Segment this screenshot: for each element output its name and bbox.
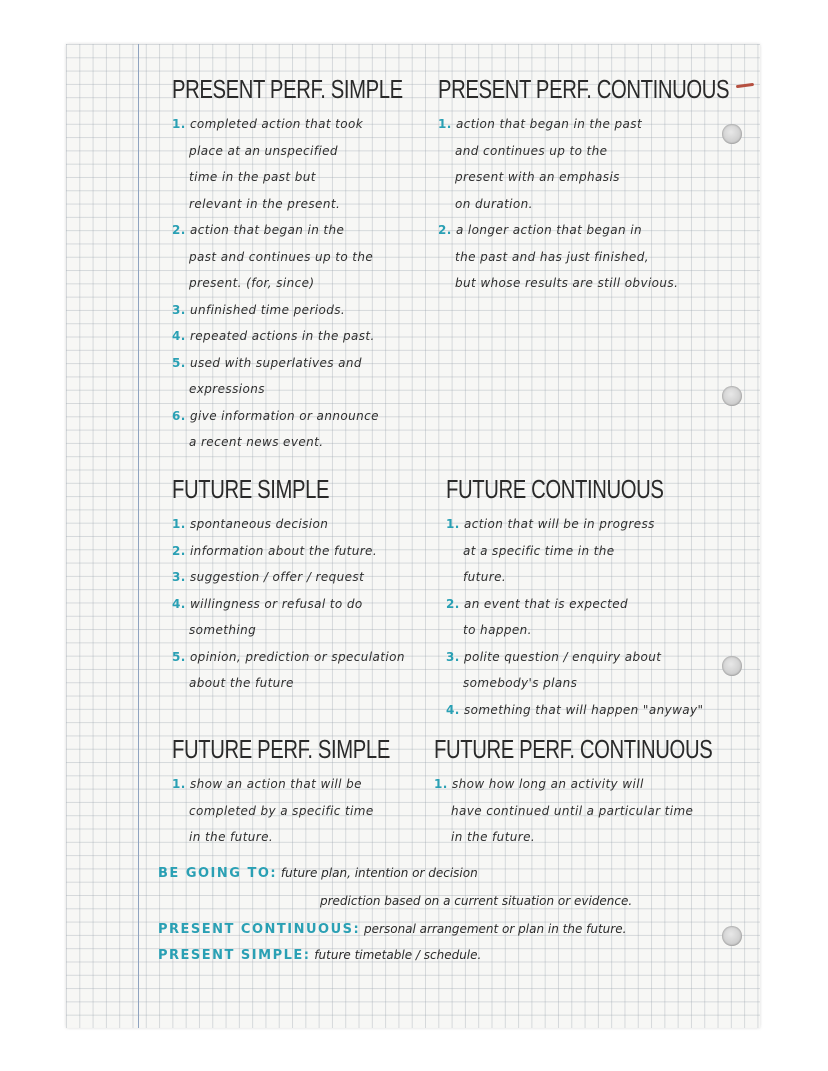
item-number: 3. [446, 649, 460, 664]
item-text: present with an emphasis [455, 170, 620, 184]
item-text: the past and has just finished, [455, 249, 649, 264]
be-going-to-row [158, 860, 478, 888]
item-text: action that began in the past [455, 117, 643, 131]
item-text: an event that is expected [463, 596, 629, 611]
item-number: 3. [172, 570, 186, 584]
item-text: on duration. [455, 196, 533, 211]
be-going-to-text-2: prediction based on a current situation or evidence. [320, 894, 633, 908]
item-number: 1. [172, 117, 186, 131]
item-text: past and continues up to the [189, 249, 374, 264]
list-item-line [172, 191, 468, 218]
item-text: suggestion / offer / request [189, 570, 365, 584]
list-item-line [172, 111, 468, 138]
list-item-line [438, 191, 760, 218]
be-going-to-text: future plan, intention or decision [280, 866, 478, 880]
list-item-line [172, 798, 451, 825]
item-text: place at an unspecified [189, 143, 338, 158]
item-text: future. [463, 570, 507, 584]
section-title: FUTURE SIMPLE [172, 474, 330, 504]
item-number: 1. [434, 777, 448, 791]
present-continuous-row [158, 916, 626, 944]
item-text: in the future. [189, 830, 274, 844]
item-number: 2. [172, 223, 186, 237]
item-list [434, 771, 760, 851]
list-item-line [438, 138, 760, 165]
item-text: time in the past but [189, 170, 316, 184]
item-text: show how long an activity will [451, 777, 644, 791]
present-simple-text: future timetable / schedule. [314, 948, 482, 962]
punch-hole [722, 656, 742, 676]
list-item-line [172, 376, 468, 403]
item-list [172, 511, 405, 697]
item-text: polite question / enquiry about [463, 649, 662, 664]
section-future-continuous [446, 474, 725, 723]
list-item-line [438, 244, 760, 271]
list-item-line [172, 591, 405, 618]
section-present-perf-simple [172, 74, 468, 456]
list-item-line [446, 538, 725, 565]
item-text: action that will be in progress [463, 517, 655, 531]
section-title: PRESENT PERF. SIMPLE [172, 74, 403, 104]
list-item-line [438, 111, 760, 138]
present-continuous-text: personal arrangement or plan in the future. [364, 922, 627, 936]
list-item-line [446, 644, 725, 671]
list-item-line [172, 403, 468, 430]
item-text: something that will happen "anyway" [463, 702, 704, 717]
item-text: completed action that took [189, 117, 364, 131]
punch-hole [722, 386, 742, 406]
list-item-line [438, 270, 760, 297]
present-simple-label: PRESENT SIMPLE: [158, 948, 311, 963]
item-text: and continues up to the [455, 143, 608, 158]
item-list [172, 771, 451, 851]
section-title: FUTURE PERF. SIMPLE [172, 734, 390, 764]
section-title: FUTURE CONTINUOUS [446, 474, 664, 504]
list-item-line [172, 429, 468, 456]
list-item-line [172, 138, 468, 165]
item-text: action that began in the [189, 223, 345, 237]
item-number: 5. [172, 649, 186, 664]
item-text: to happen. [463, 623, 532, 637]
be-going-to-label: BE GOING TO: [158, 866, 278, 881]
section-future-perf-simple [172, 734, 451, 851]
item-number: 1. [172, 517, 186, 531]
item-text: but whose results are still obvious. [455, 276, 679, 290]
item-text: a recent news event. [189, 435, 324, 449]
be-going-to-row-2 [320, 888, 632, 915]
item-text: spontaneous decision [189, 517, 329, 531]
list-item-line [446, 564, 725, 591]
item-number: 1. [438, 117, 452, 131]
section-title: PRESENT PERF. CONTINUOUS [438, 74, 730, 104]
item-number: 4. [172, 329, 186, 343]
list-item-line [172, 350, 468, 377]
item-number: 1. [172, 777, 186, 791]
list-item-line [172, 297, 468, 324]
list-item-line [172, 511, 405, 538]
item-number: 1. [446, 517, 460, 531]
list-item-line [438, 217, 760, 244]
list-item-line [172, 771, 451, 798]
item-list [438, 111, 760, 297]
item-number: 5. [172, 355, 186, 370]
list-item-line [172, 270, 468, 297]
list-item-line [172, 164, 468, 191]
item-number: 6. [172, 408, 186, 423]
section-present-perf-continuous [438, 74, 760, 297]
list-item-line [434, 798, 760, 825]
list-item-line [434, 824, 760, 851]
item-text: relevant in the present. [189, 196, 341, 211]
present-continuous-label: PRESENT CONTINUOUS: [158, 922, 361, 937]
item-text: willingness or refusal to do [189, 596, 363, 611]
punch-hole [722, 926, 742, 946]
item-number: 2. [446, 596, 460, 611]
item-text: in the future. [451, 830, 536, 844]
list-item-line [172, 217, 468, 244]
list-item-line [172, 538, 405, 565]
item-number: 2. [172, 543, 186, 558]
list-item-line [172, 644, 405, 671]
item-text: opinion, prediction or speculation [189, 649, 405, 664]
item-text: give information or announce [189, 408, 379, 423]
item-text: somebody's plans [463, 676, 578, 690]
list-item-line [446, 511, 725, 538]
item-text: about the future [189, 676, 294, 690]
item-number: 4. [446, 702, 460, 717]
item-text: at a specific time in the [463, 543, 615, 558]
section-future-perf-continuous [434, 734, 760, 851]
item-text: have continued until a particular time [451, 803, 694, 818]
list-item-line [172, 617, 405, 644]
item-text: repeated actions in the past. [189, 329, 375, 343]
notebook-page [66, 44, 760, 1028]
item-text: a longer action that began in [455, 223, 643, 237]
item-text: something [189, 623, 257, 637]
item-text: used with superlatives and [189, 355, 362, 370]
list-item-line [172, 670, 405, 697]
item-number: 3. [172, 302, 186, 317]
item-text: present. (for, since) [189, 276, 315, 290]
item-number: 2. [438, 223, 452, 237]
list-item-line [446, 670, 725, 697]
list-item-line [446, 617, 725, 644]
section-title: FUTURE PERF. CONTINUOUS [434, 734, 713, 764]
list-item-line [446, 697, 725, 724]
list-item-line [446, 591, 725, 618]
item-text: completed by a specific time [189, 803, 374, 818]
present-simple-row [158, 942, 481, 970]
item-text: show an action that will be [189, 777, 362, 791]
item-text: information about the future. [189, 543, 378, 558]
item-text: unfinished time periods. [189, 302, 346, 317]
margin-line [138, 44, 139, 1028]
list-item-line [172, 244, 468, 271]
item-number: 4. [172, 596, 186, 611]
item-text: expressions [189, 382, 265, 396]
list-item-line [172, 824, 451, 851]
list-item-line [172, 564, 405, 591]
item-list [172, 111, 468, 456]
list-item-line [438, 164, 760, 191]
list-item-line [434, 771, 760, 798]
section-future-simple [172, 474, 405, 697]
item-list [446, 511, 725, 723]
list-item-line [172, 323, 468, 350]
